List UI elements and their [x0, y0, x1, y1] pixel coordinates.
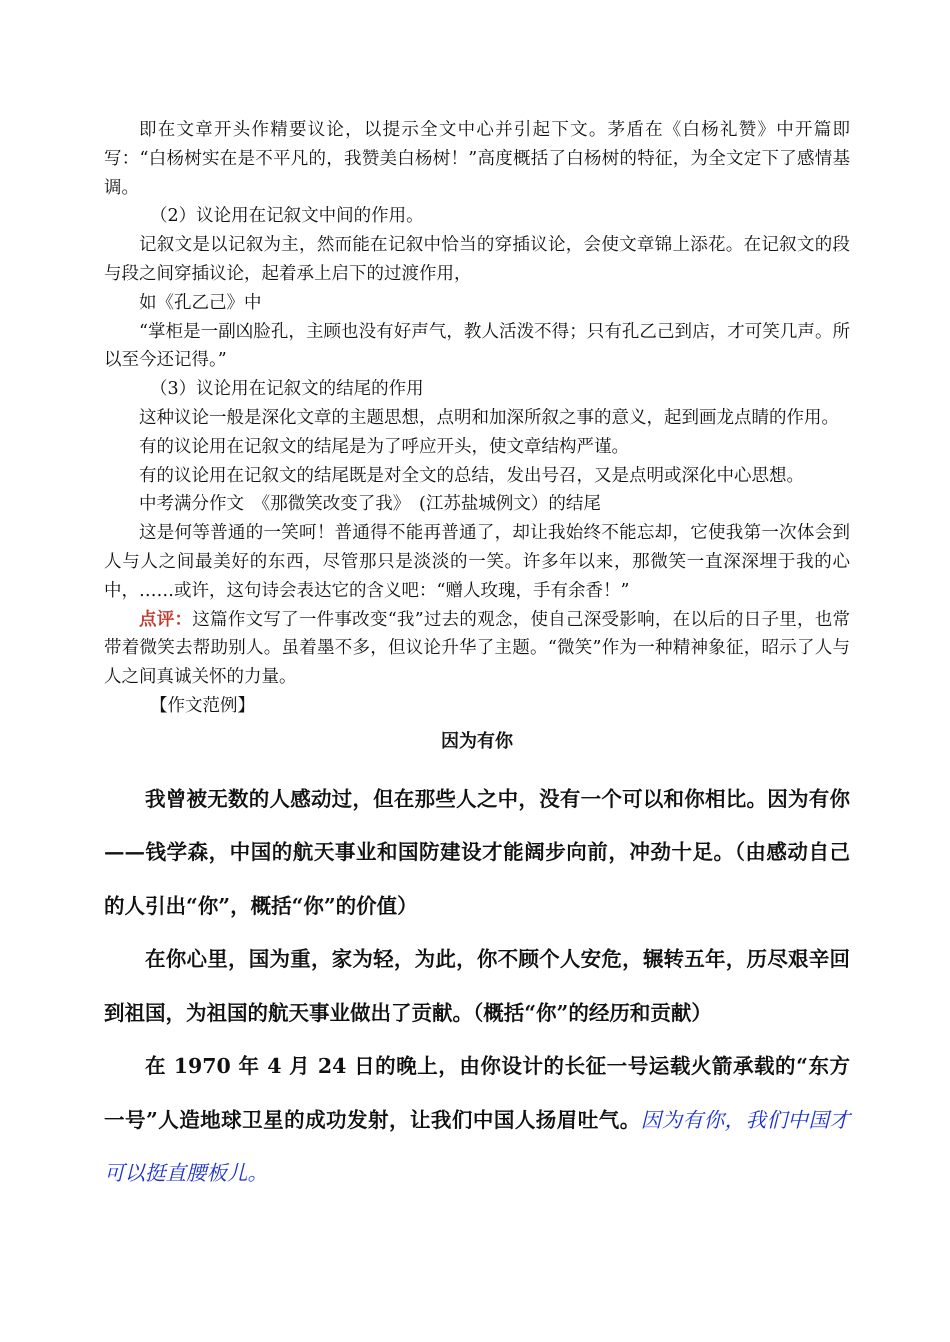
comment-text: 这篇作文写了一件事改变“我”过去的观念，使自己深受影响，在以后的日子里，也常带着微笑去帮助别人。虽着墨不多，但议论升华了主题。“微笑”作为一种精神象征，昭示了人与人之间真诚关怀的力量。 [104, 609, 851, 688]
ending-paragraph-3: 有的议论用在记叙文的结尾既是对全文的总结，发出号召，又是点明或深化中心思想。 [139, 465, 804, 486]
middle-paragraph: 记叙文是以记叙为主，然而能在记叙中恰当的穿插议论，会使文章锦上添花。在记叙文的段与段之间穿插议论，起着承上启下的过渡作用， [104, 235, 850, 284]
example-heading: 【作文范例】 [150, 695, 255, 716]
section-heading-middle: （2）议论用在记叙文中间的作用。 [150, 206, 424, 227]
sample-essay-ending: 这是何等普通的一笑呵！普通得不能再普通了，却让我始终不能忘却，它使我第一次体会到人与人之间最美好的东西，尽管那只是淡淡的一笑。许多年以来，那微笑一直深深埋于我的心中，……或许，这句诗会表达它的含义吧：“赠人玫瑰，手有余香！” [104, 523, 850, 601]
essay-paragraph-2: 在你心里，国为重，家为轻，为此，你不顾个人安危，辗转五年，历尽艰辛回到祖国，为祖国的航天事业做出了贡献。（概括“你”的经历和贡献） [104, 947, 850, 1025]
document-page [104, 116, 850, 1201]
comment-paragraph [104, 606, 850, 692]
quote-paragraph: “掌柜是一副凶脸孔，主顾也没有好声气，教人活泼不得；只有孔乙己到店，才可笑几声。所以至今还记得。” [104, 321, 850, 371]
example-intro: 如《孔乙己》中 [139, 292, 262, 313]
ending-paragraph-2: 有的议论用在记叙文的结尾是为了呼应开头，使文章结构严谨。 [139, 436, 629, 457]
essay-title: 因为有你 [441, 730, 513, 752]
comment-label: 点评： [139, 609, 193, 630]
essay-paragraph-3 [104, 1040, 850, 1201]
sample-essay-reference: 中考满分作文 《那微笑改变了我》 (江苏盐城例文）的结尾 [139, 494, 601, 515]
ending-paragraph-1: 这种议论一般是深化文章的主题思想，点明和加深所叙之事的意义，起到画龙点睛的作用。 [139, 407, 839, 428]
essay-paragraph-3-text: 在 1970 年 4 月 24 日的晚上，由你设计的长征一号运载火箭承载的“东方一号”人造地球卫星的成功发射，让我们中国人扬眉吐气。 [104, 1054, 850, 1132]
section-heading-ending: （3）议论用在记叙文的结尾的作用 [150, 379, 424, 400]
intro-paragraph: 即在文章开头作精要议论，以提示全文中心并引起下文。茅盾在《白杨礼赞》中开篇即写：“白杨树实在是不平凡的，我赞美白杨树！”高度概括了白杨树的特征，为全文定下了感情基调。 [104, 120, 850, 198]
essay-highlight-text: 因为有你，我们中国才可以挺直腰板儿。 [104, 1107, 850, 1186]
essay-paragraph-1: 我曾被无数的人感动过，但在那些人之中，没有一个可以和你相比。因为有你——钱学森，中国的航天事业和国防建设才能阔步向前，冲劲十足。（由感动自己的人引出“你”，概括“你”的价值） [104, 786, 850, 918]
